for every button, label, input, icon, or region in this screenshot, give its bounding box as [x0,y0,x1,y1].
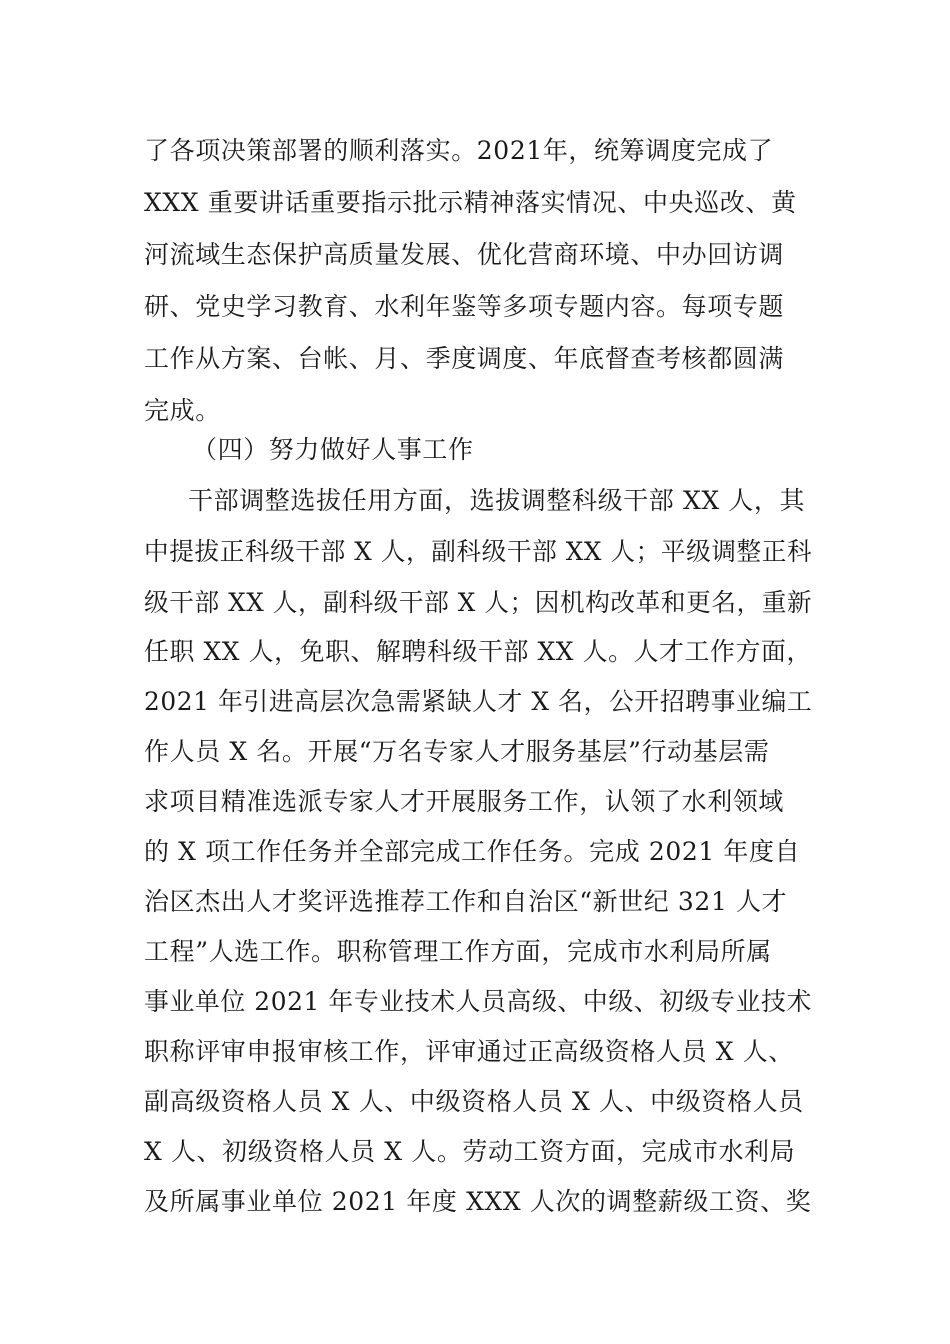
paragraph-2-line-9: 治区杰出人才奖评选推荐工作和自治区“新世纪 321 人才 [144,887,788,916]
paragraph-2-line-4: 任职 XX 人，免职、解聘科级干部 XX 人。人才工作方面， [144,637,812,666]
paragraph-1-line-6: 完成。 [144,396,221,425]
paragraph-2-line-2: 中提拔正科级干部 X 人，副科级干部 XX 人；平级调整正科 [144,537,813,566]
paragraph-2-line-8: 的 X 项工作任务并全部完成工作任务。完成 2021 年度自 [144,837,801,866]
paragraph-1-line-4: 研、党史学习教育、水利年鉴等多项专题内容。每项专题 [144,292,785,321]
paragraph-2-line-1: 干部调整选拔任用方面，选拔调整科级干部 XX 人，其 [188,486,806,515]
paragraph-2-line-13: 副高级资格人员 X 人、中级资格人员 X 人、中级资格人员 [144,1087,804,1116]
paragraph-1-line-5: 工作从方案、台帐、月、季度调度、年底督查考核都圆满 [144,344,785,373]
paragraph-2-line-14: X 人、初级资格人员 X 人。劳动工资方面，完成市水利局 [144,1137,796,1166]
paragraph-2-line-6: 作人员 X 名。开展“万名专家人才服务基层”行动基层需 [144,737,770,766]
paragraph-1-line-3: 河流域生态保护高质量发展、优化营商环境、中办回访调 [144,240,785,269]
paragraph-2-line-5: 2021 年引进高层次急需紧缺人才 X 名，公开招聘事业编工 [144,687,813,716]
section-heading: （四）努力做好人事工作 [192,435,474,464]
paragraph-2-line-7: 求项目精准选派专家人才开展服务工作，认领了水利领域 [144,787,785,816]
paragraph-2-line-10: 工程”人选工作。职称管理工作方面，完成市水利局所属 [144,937,772,966]
paragraph-1-line-2: XXX 重要讲话重要指示批示精神落实情况、中央巡改、黄 [144,188,797,217]
paragraph-2-line-15: 及所属事业单位 2021 年度 XXX 人次的调整薪级工资、奖 [144,1187,812,1216]
paragraph-2-line-12: 职称评审申报审核工作，评审通过正高级资格人员 X 人、 [144,1037,794,1066]
paragraph-2-line-11: 事业单位 2021 年专业技术人员高级、中级、初级专业技术 [144,987,812,1016]
paragraph-1-line-1: 了各项决策部署的顺利落实。2021年，统筹调度完成了 [144,136,774,165]
paragraph-2-line-3: 级干部 XX 人，副科级干部 X 人；因机构改革和更名，重新 [144,588,813,617]
